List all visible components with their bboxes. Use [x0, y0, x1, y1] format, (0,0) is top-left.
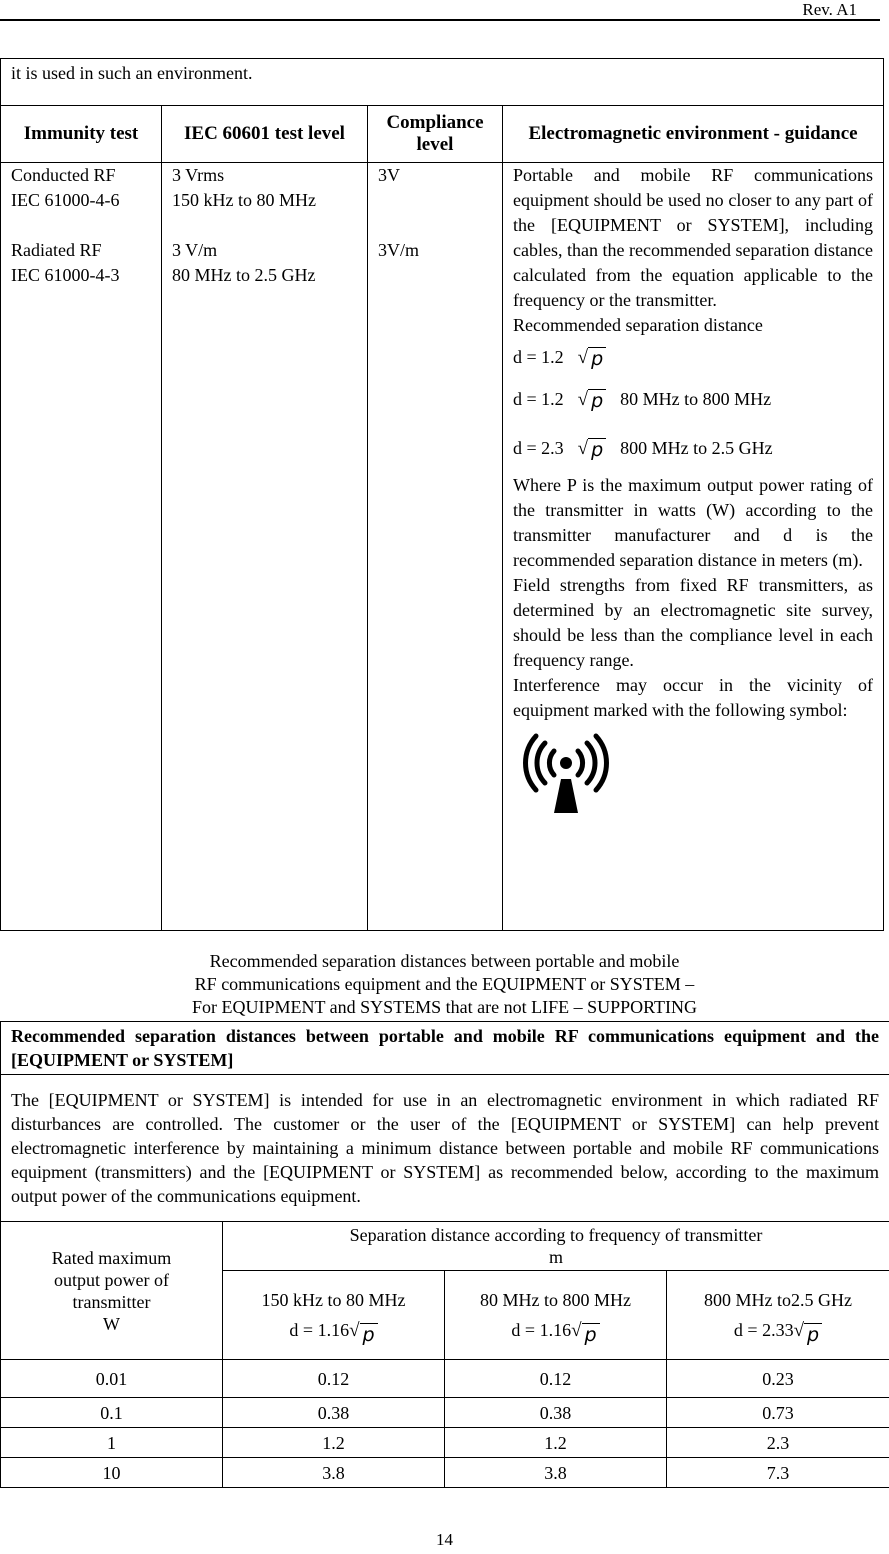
- separation-header: [223, 1222, 889, 1271]
- guidance-cell: [503, 163, 884, 931]
- equation-lhs: d = 1.2: [513, 389, 564, 409]
- sqrt-p: √ p: [578, 387, 607, 412]
- table-cell: 1: [1, 1428, 223, 1458]
- immunity-intro: it is used in such an environment.: [1, 59, 884, 106]
- table-cell: 0.38: [445, 1398, 667, 1428]
- equation-row: [513, 338, 873, 376]
- band-formula: d = 1.16 √ p: [233, 1315, 434, 1346]
- test-name: Conducted RF: [11, 165, 116, 185]
- table-row: [1, 1428, 889, 1458]
- test-name: Radiated RF: [11, 240, 102, 260]
- sqrt-p: √ p: [794, 1316, 823, 1346]
- guidance-paragraph: Field strengths from fixed RF transmitters, as determined by an electromagnetic site survey, should be less than the compliance level in each frequency range.: [513, 575, 874, 670]
- test-levels-cell: [162, 163, 368, 931]
- table-cell: 10: [1, 1458, 223, 1488]
- table-cell: 2.3: [667, 1428, 889, 1458]
- sqrt-p: √ p: [571, 1316, 600, 1346]
- separation-table-title: Recommended separation distances between portable and mobile RF communications equipment and the [EQUIPMENT or SYSTEM]: [1, 1022, 889, 1075]
- immunity-tests-cell: [1, 163, 162, 931]
- page-number: 14: [436, 1530, 453, 1549]
- test-level-range: 150 kHz to 80 MHz: [172, 190, 316, 210]
- power-header-line: output power of: [54, 1269, 169, 1290]
- col-guidance: Electromagnetic environment - guidance: [503, 106, 884, 163]
- equation-range: 800 MHz to 2.5 GHz: [620, 437, 773, 458]
- guidance-paragraph: Where P is the maximum output power rating of the transmitter in watts (W) according to the transmitter manufacturer and d is the recommended separation distance in meters (m).: [513, 475, 874, 570]
- band-range: 150 kHz to 80 MHz: [261, 1289, 406, 1310]
- non-ionizing-radiation-icon: [521, 731, 611, 815]
- caption-line: Recommended separation distances between portable and mobile: [209, 951, 680, 971]
- col-immunity-test: Immunity test: [1, 106, 162, 163]
- test-level-value: 3 Vrms: [172, 165, 225, 185]
- table-cell: 0.23: [667, 1360, 889, 1398]
- equation-lhs: d = 2.3: [513, 437, 564, 458]
- test-standard: IEC 61000-4-3: [11, 265, 120, 285]
- band-range: 80 MHz to 800 MHz: [480, 1289, 631, 1310]
- guidance-paragraph: Interference may occur in the vicinity of equipment marked with the following symbol:: [513, 675, 874, 720]
- test-level-range: 80 MHz to 2.5 GHz: [172, 265, 316, 285]
- recommended-distance-title: Recommended separation distance: [513, 315, 763, 335]
- separation-table: [0, 1021, 889, 1488]
- equation-row: [513, 423, 873, 473]
- band-header: [667, 1271, 889, 1360]
- guidance-paragraph: Portable and mobile RF communications equipment should be used no closer to any part of the [EQUIPMENT or SYSTEM], including cables, than the recommended separation distance calculated from the equation applicable to the frequency or the transmitter.: [513, 165, 874, 310]
- table-cell: 7.3: [667, 1458, 889, 1488]
- table-cell: 1.2: [445, 1428, 667, 1458]
- table-cell: 1.2: [223, 1428, 445, 1458]
- band-range: 800 MHz to2.5 GHz: [704, 1289, 852, 1310]
- equation-range: 80 MHz to 800 MHz: [620, 389, 772, 409]
- table-row: [1, 1398, 889, 1428]
- table-cell: 0.1: [1, 1398, 223, 1428]
- power-header: [1, 1222, 223, 1360]
- table-cell: 0.01: [1, 1360, 223, 1398]
- band-formula: d = 2.33 √ p: [677, 1315, 879, 1346]
- band-formula: d = 1.16 √ p: [455, 1315, 656, 1346]
- equation-row: [513, 376, 873, 423]
- separation-header-text: Separation distance according to frequency of transmitter: [349, 1225, 763, 1245]
- immunity-table: [0, 58, 884, 931]
- col-compliance-level: Compliance level: [368, 106, 503, 163]
- caption-line: For EQUIPMENT and SYSTEMS that are not LIFE – SUPPORTING: [191, 997, 698, 1017]
- revision-label: Rev. A1: [802, 0, 857, 19]
- power-header-unit: W: [103, 1313, 120, 1334]
- separation-table-description: The [EQUIPMENT or SYSTEM] is intended for use in an electromagnetic environment in which radiated RF disturbances are controlled. The customer or the user of the [EQUIPMENT or SYSTEM] can help prevent electromagnetic interference by maintaining a minimum distance between portable and mobile RF communications equipment (transmitters) and the [EQUIPMENT or SYSTEM] as recommended below, according to the maximum output power of the communications equipment.: [1, 1075, 889, 1222]
- test-standard: IEC 61000-4-6: [11, 190, 120, 210]
- compliance-value: 3V: [378, 165, 400, 185]
- band-header: [223, 1271, 445, 1360]
- table-cell: 0.12: [223, 1360, 445, 1398]
- band-header: [445, 1271, 667, 1360]
- table-cell: 0.38: [223, 1398, 445, 1428]
- compliance-levels-cell: [368, 163, 503, 931]
- power-header-line: transmitter: [72, 1291, 151, 1312]
- separation-header-unit: m: [548, 1247, 563, 1267]
- test-level-value: 3 V/m: [172, 240, 218, 260]
- caption-line: RF communications equipment and the EQUIPMENT or SYSTEM –: [194, 974, 695, 994]
- table-cell: 0.12: [445, 1360, 667, 1398]
- table-cell: 0.73: [667, 1398, 889, 1428]
- equation-lhs: d = 1.2: [513, 346, 564, 367]
- compliance-value: 3V/m: [378, 240, 420, 260]
- sqrt-p: √ p: [578, 345, 607, 370]
- table-row: [1, 1458, 889, 1488]
- sqrt-p: √ p: [578, 436, 607, 461]
- col-test-level: IEC 60601 test level: [162, 106, 368, 163]
- table-cell: 3.8: [223, 1458, 445, 1488]
- table-row: [1, 1360, 889, 1398]
- header-rule: [0, 19, 880, 21]
- power-header-line: Rated maximum: [51, 1247, 172, 1268]
- sqrt-p: √ p: [349, 1316, 378, 1346]
- table-cell: 3.8: [445, 1458, 667, 1488]
